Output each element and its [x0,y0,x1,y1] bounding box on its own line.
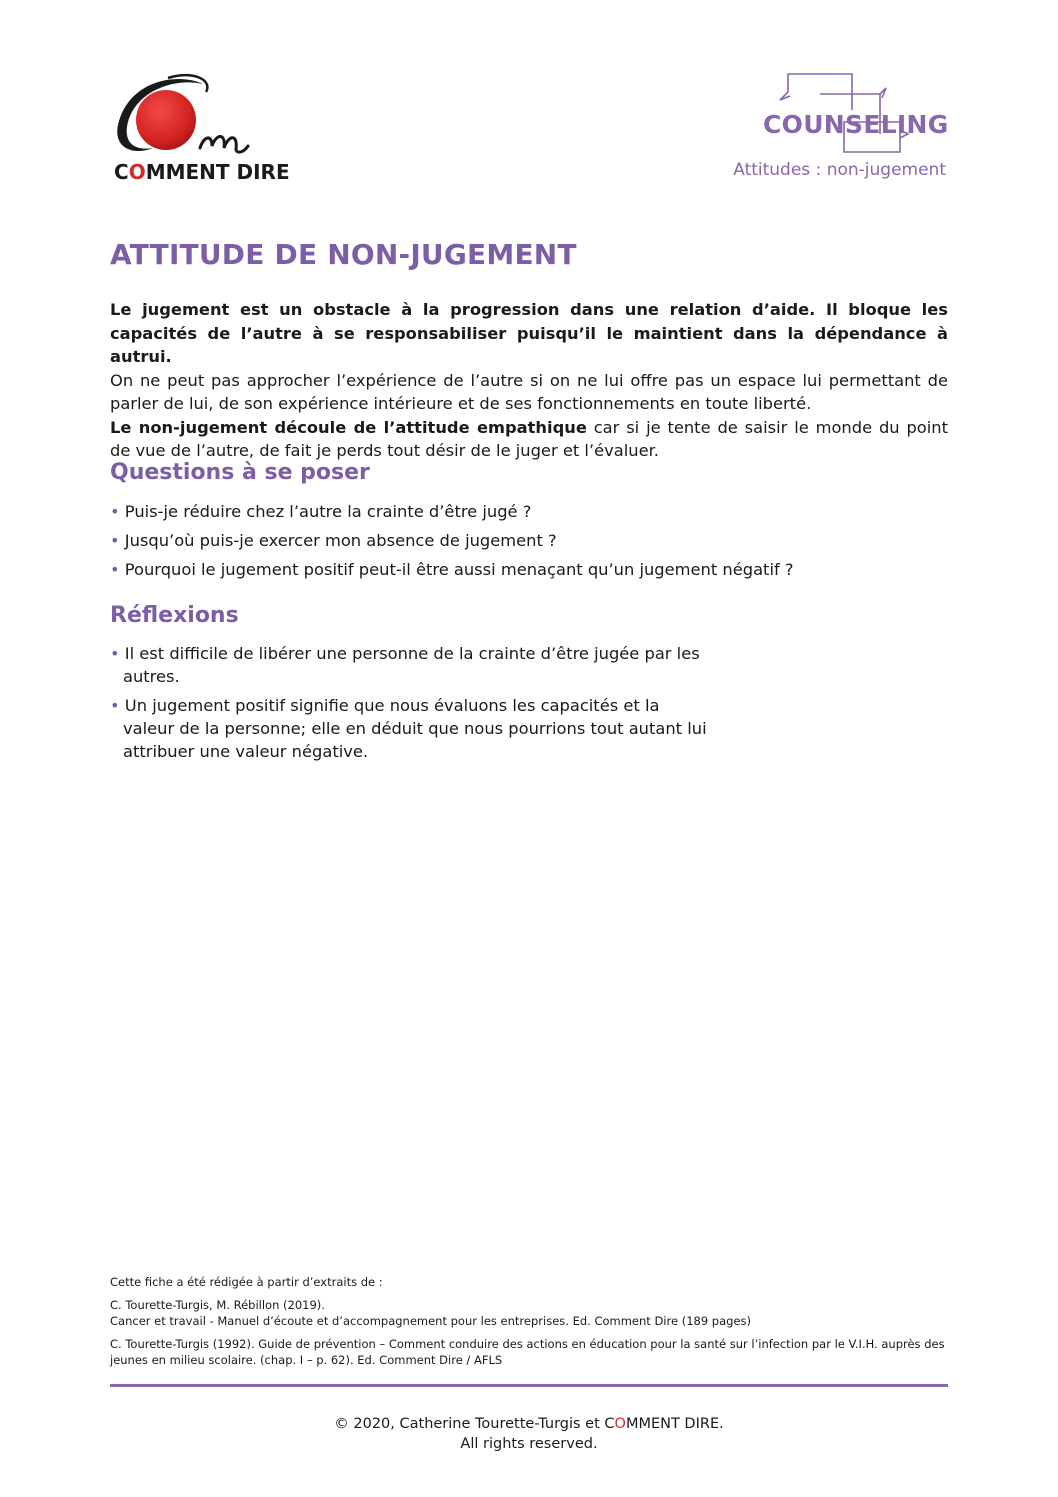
badge-title: COUNSELING [763,110,949,139]
source-line: Cancer et travail - Manuel d’écoute et d’accompagnement pour les entreprises. Ed. Comment Dire (189 pages) [110,1314,751,1328]
footer [0,1414,1058,1454]
footer-divider [110,1384,948,1387]
source-line: C. Tourette-Turgis, M. Rébillon (2019). [110,1297,325,1312]
intro-paragraph-2: On ne peut pas approcher l’expérience de l’autre si on ne lui offre pas un espace lui permettant de parler de lui, de son expérience intérieure et de ses fonctionnements en toute liberté. [110,370,948,413]
page-title: ATTITUDE DE NON-JUGEMENT [110,238,577,271]
reflexions-heading: Réflexions [110,603,239,628]
logo-wordmark: COMMENT DIRE [114,160,290,184]
intro-paragraph-1: Le jugement est un obstacle à la progression dans une relation d’aide. Il bloque les capacités de l’autre à se responsabiliser puisqu’il le maintient dans la dépendance à autrui. [110,300,948,366]
badge-subtitle: Attitudes : non-jugement [733,160,946,180]
sources-intro: Cette fiche a été rédigée à partir d’extraits de : [110,1275,383,1289]
rights-line: All rights reserved. [460,1436,598,1452]
list-item: • Pourquoi le jugement positif peut-il être aussi menaçant qu’un jugement négatif ? [110,560,794,579]
questions-heading: Questions à se poser [110,460,370,485]
intro-section [110,298,948,463]
list-item: • Un jugement positif signifie que nous évaluons les capacités et la valeur de la personne; elle en déduit que nous pourrions tout autant lui attribuer une valeur négative. [110,696,707,761]
list-item: • Il est difficile de libérer une personne de la crainte d’être jugée par les autres. [110,644,700,686]
list-item: • Puis-je réduire chez l’autre la crainte d’être jugé ? [110,502,532,521]
list-item: • Jusqu’où puis-je exercer mon absence de jugement ? [110,531,557,550]
copyright-line: © 2020, Catherine Tourette-Turgis et COMMENT DIRE. [334,1416,724,1432]
questions-list [110,500,794,587]
intro-paragraph-3: Le non-jugement découle de l’attitude empathique car si je tente de saisir le monde du point de vue de l’autre, de fait je perds tout désir de le juger et l’évaluer. [110,417,948,460]
sources-block [110,1274,950,1369]
source-line: C. Tourette-Turgis (1992). Guide de prévention – Comment conduire des actions en éducation pour la santé sur l’infection par le V.I.H. auprès des jeunes en milieu scolaire. (chap. I – p. 62). Ed. Comment Dire / AFLS [110,1336,945,1367]
reflexions-list [110,642,710,769]
